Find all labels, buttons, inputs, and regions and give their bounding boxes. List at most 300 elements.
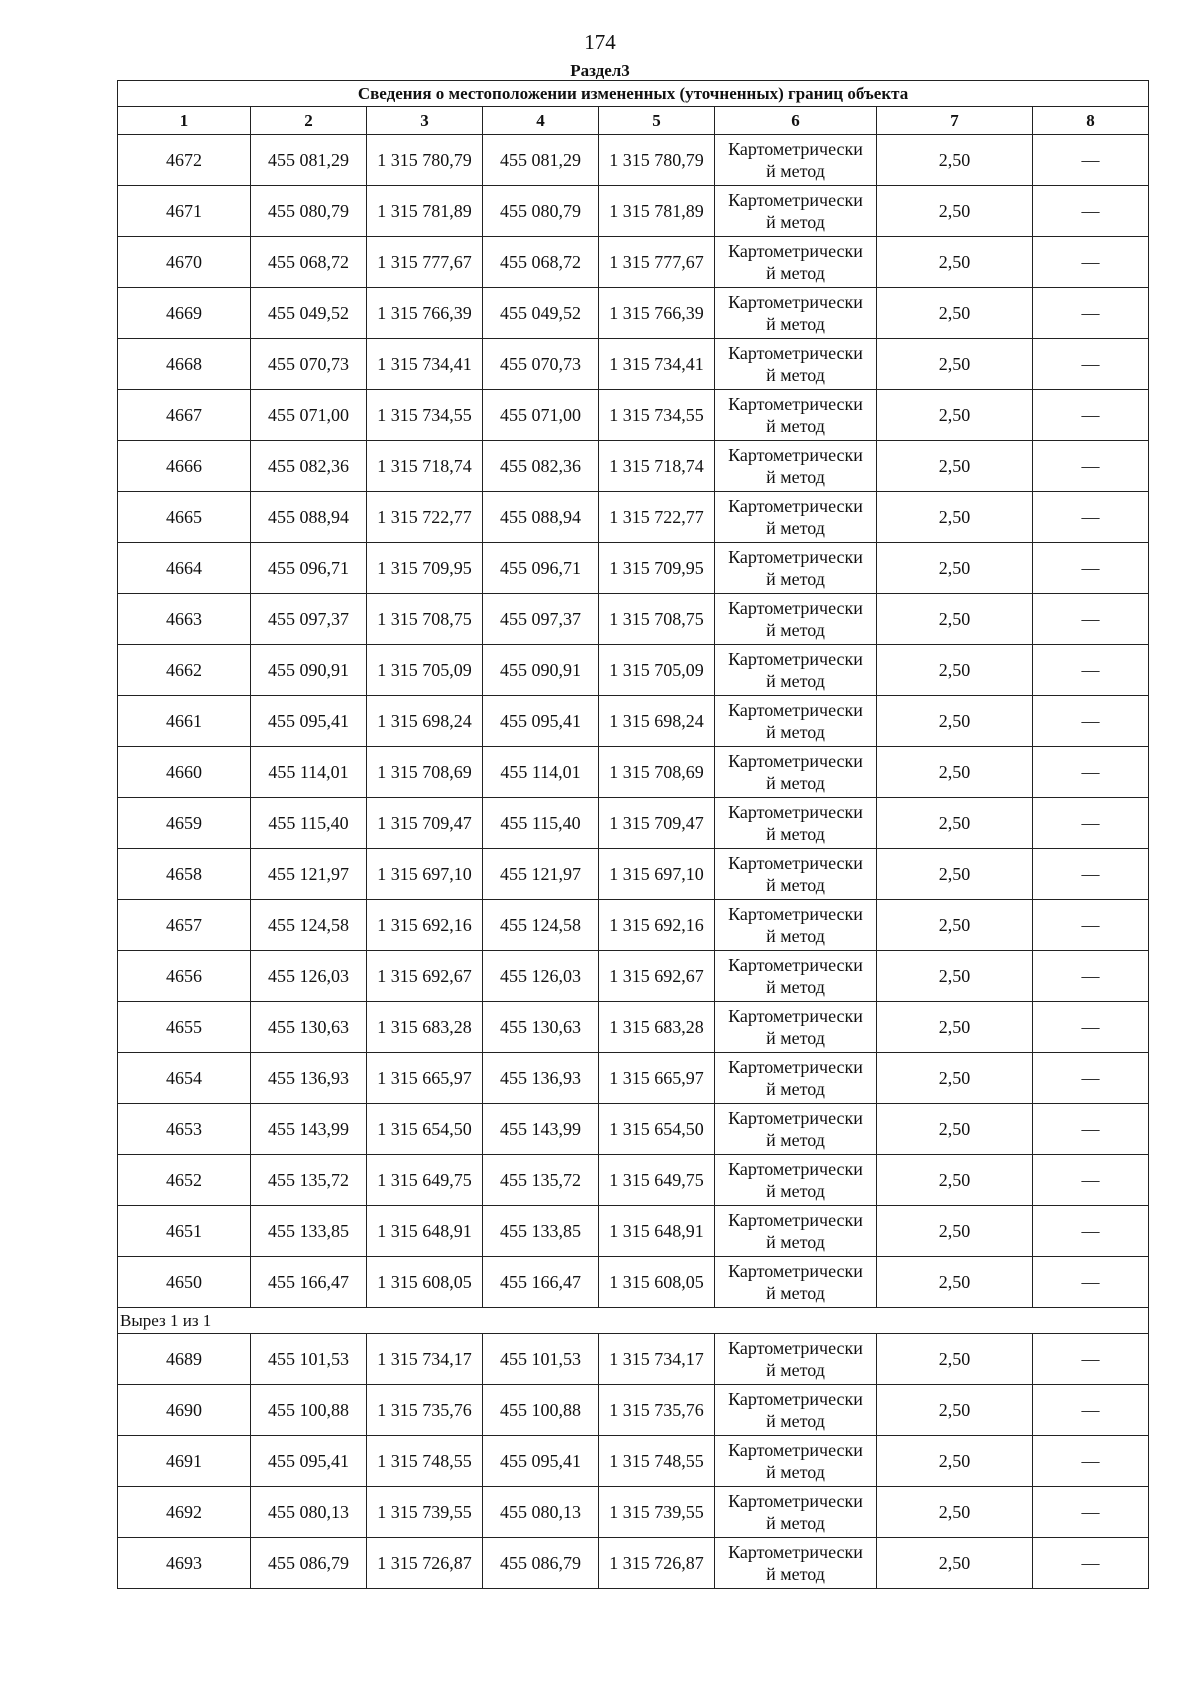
x-coordinate-new-cell: 455 086,79	[483, 1538, 599, 1589]
method-text-line1: Картометрически	[728, 955, 863, 975]
description-cell: —	[1033, 747, 1149, 798]
table-caption: Сведения о местоположении измененных (уточненных) границ объекта	[118, 81, 1149, 107]
method-text-line2: й метод	[766, 416, 825, 436]
x-coordinate-new-cell: 455 114,01	[483, 747, 599, 798]
table-row	[118, 849, 1149, 900]
method-cell	[715, 135, 877, 186]
x-coordinate-cell: 455 121,97	[251, 849, 367, 900]
method-text-line1: Картометрически	[728, 343, 863, 363]
y-coordinate-new-cell: 1 315 697,10	[599, 849, 715, 900]
x-coordinate-new-cell: 455 071,00	[483, 390, 599, 441]
point-number-cell: 4650	[118, 1257, 251, 1308]
y-coordinate-new-cell: 1 315 648,91	[599, 1206, 715, 1257]
method-text-line1: Картометрически	[728, 1057, 863, 1077]
table-row	[118, 288, 1149, 339]
y-coordinate-cell: 1 315 748,55	[367, 1436, 483, 1487]
x-coordinate-new-cell: 455 126,03	[483, 951, 599, 1002]
method-text-line2: й метод	[766, 977, 825, 997]
method-text-line2: й метод	[766, 1564, 825, 1584]
method-text-line1: Картометрически	[728, 751, 863, 771]
y-coordinate-cell: 1 315 781,89	[367, 186, 483, 237]
method-text-line1: Картометрически	[728, 1440, 863, 1460]
method-cell	[715, 1002, 877, 1053]
precision-cell: 2,50	[877, 594, 1033, 645]
table-row	[118, 1538, 1149, 1589]
point-number-cell: 4691	[118, 1436, 251, 1487]
column-header: 7	[877, 107, 1033, 135]
y-coordinate-new-cell: 1 315 735,76	[599, 1385, 715, 1436]
column-header: 3	[367, 107, 483, 135]
table-row	[118, 186, 1149, 237]
method-text-line1: Картометрически	[728, 445, 863, 465]
x-coordinate-new-cell: 455 166,47	[483, 1257, 599, 1308]
x-coordinate-cell: 455 086,79	[251, 1538, 367, 1589]
method-cell	[715, 1257, 877, 1308]
x-coordinate-new-cell: 455 095,41	[483, 696, 599, 747]
y-coordinate-cell: 1 315 734,17	[367, 1334, 483, 1385]
method-text-line2: й метод	[766, 620, 825, 640]
table-row	[118, 1155, 1149, 1206]
method-cell	[715, 237, 877, 288]
method-cell	[715, 951, 877, 1002]
description-cell: —	[1033, 1385, 1149, 1436]
point-number-cell: 4665	[118, 492, 251, 543]
description-cell: —	[1033, 186, 1149, 237]
method-text-line1: Картометрически	[728, 1159, 863, 1179]
x-coordinate-new-cell: 455 090,91	[483, 645, 599, 696]
method-text-line1: Картометрически	[728, 394, 863, 414]
y-coordinate-cell: 1 315 709,47	[367, 798, 483, 849]
method-cell	[715, 288, 877, 339]
section-label-row	[118, 1308, 1149, 1334]
x-coordinate-new-cell: 455 097,37	[483, 594, 599, 645]
point-number-cell: 4660	[118, 747, 251, 798]
precision-cell: 2,50	[877, 543, 1033, 594]
column-header: 4	[483, 107, 599, 135]
y-coordinate-cell: 1 315 709,95	[367, 543, 483, 594]
description-cell: —	[1033, 135, 1149, 186]
method-text-line1: Картометрически	[728, 802, 863, 822]
precision-cell: 2,50	[877, 747, 1033, 798]
y-coordinate-new-cell: 1 315 709,95	[599, 543, 715, 594]
point-number-cell: 4667	[118, 390, 251, 441]
method-cell	[715, 594, 877, 645]
table-row	[118, 900, 1149, 951]
precision-cell: 2,50	[877, 339, 1033, 390]
y-coordinate-new-cell: 1 315 683,28	[599, 1002, 715, 1053]
y-coordinate-new-cell: 1 315 781,89	[599, 186, 715, 237]
method-cell	[715, 339, 877, 390]
method-text-line1: Картометрически	[728, 853, 863, 873]
y-coordinate-new-cell: 1 315 739,55	[599, 1487, 715, 1538]
description-cell: —	[1033, 696, 1149, 747]
column-header: 8	[1033, 107, 1149, 135]
method-text-line2: й метод	[766, 1513, 825, 1533]
method-cell	[715, 1053, 877, 1104]
description-cell: —	[1033, 594, 1149, 645]
y-coordinate-cell: 1 315 735,76	[367, 1385, 483, 1436]
precision-cell: 2,50	[877, 1436, 1033, 1487]
table-row	[118, 1385, 1149, 1436]
y-coordinate-new-cell: 1 315 665,97	[599, 1053, 715, 1104]
y-coordinate-cell: 1 315 654,50	[367, 1104, 483, 1155]
description-cell: —	[1033, 1538, 1149, 1589]
point-number-cell: 4656	[118, 951, 251, 1002]
x-coordinate-cell: 455 049,52	[251, 288, 367, 339]
method-text-line2: й метод	[766, 212, 825, 232]
y-coordinate-new-cell: 1 315 734,41	[599, 339, 715, 390]
precision-cell: 2,50	[877, 441, 1033, 492]
x-coordinate-new-cell: 455 080,13	[483, 1487, 599, 1538]
method-text-line1: Картометрически	[728, 1261, 863, 1281]
precision-cell: 2,50	[877, 1002, 1033, 1053]
point-number-cell: 4658	[118, 849, 251, 900]
precision-cell: 2,50	[877, 1487, 1033, 1538]
y-coordinate-new-cell: 1 315 722,77	[599, 492, 715, 543]
y-coordinate-cell: 1 315 698,24	[367, 696, 483, 747]
y-coordinate-cell: 1 315 726,87	[367, 1538, 483, 1589]
table-row	[118, 237, 1149, 288]
precision-cell: 2,50	[877, 1053, 1033, 1104]
y-coordinate-new-cell: 1 315 698,24	[599, 696, 715, 747]
description-cell: —	[1033, 1053, 1149, 1104]
y-coordinate-cell: 1 315 780,79	[367, 135, 483, 186]
precision-cell: 2,50	[877, 798, 1033, 849]
y-coordinate-cell: 1 315 692,67	[367, 951, 483, 1002]
method-cell	[715, 390, 877, 441]
method-cell	[715, 900, 877, 951]
method-text-line2: й метод	[766, 1079, 825, 1099]
method-cell	[715, 492, 877, 543]
column-header-row	[118, 107, 1149, 135]
method-text-line1: Картометрически	[728, 700, 863, 720]
x-coordinate-new-cell: 455 088,94	[483, 492, 599, 543]
x-coordinate-cell: 455 133,85	[251, 1206, 367, 1257]
precision-cell: 2,50	[877, 135, 1033, 186]
table-row	[118, 798, 1149, 849]
section-title: Раздел3	[570, 61, 630, 80]
method-cell	[715, 186, 877, 237]
y-coordinate-new-cell: 1 315 709,47	[599, 798, 715, 849]
x-coordinate-cell: 455 070,73	[251, 339, 367, 390]
x-coordinate-new-cell: 455 070,73	[483, 339, 599, 390]
method-text-line1: Картометрически	[728, 190, 863, 210]
description-cell: —	[1033, 645, 1149, 696]
method-text-line1: Картометрически	[728, 1006, 863, 1026]
method-cell	[715, 543, 877, 594]
x-coordinate-cell: 455 130,63	[251, 1002, 367, 1053]
method-text-line2: й метод	[766, 773, 825, 793]
method-text-line2: й метод	[766, 1411, 825, 1431]
precision-cell: 2,50	[877, 1334, 1033, 1385]
method-text-line1: Картометрически	[728, 598, 863, 618]
method-text-line2: й метод	[766, 1028, 825, 1048]
x-coordinate-cell: 455 100,88	[251, 1385, 367, 1436]
method-text-line2: й метод	[766, 875, 825, 895]
point-number-cell: 4651	[118, 1206, 251, 1257]
method-text-line2: й метод	[766, 263, 825, 283]
table-row	[118, 1334, 1149, 1385]
method-text-line2: й метод	[766, 161, 825, 181]
precision-cell: 2,50	[877, 492, 1033, 543]
method-text-line2: й метод	[766, 1232, 825, 1252]
method-cell	[715, 747, 877, 798]
y-coordinate-cell: 1 315 722,77	[367, 492, 483, 543]
precision-cell: 2,50	[877, 645, 1033, 696]
precision-cell: 2,50	[877, 1155, 1033, 1206]
point-number-cell: 4657	[118, 900, 251, 951]
method-text-line1: Картометрически	[728, 1338, 863, 1358]
table-row	[118, 1487, 1149, 1538]
y-coordinate-new-cell: 1 315 718,74	[599, 441, 715, 492]
point-number-cell: 4668	[118, 339, 251, 390]
x-coordinate-cell: 455 143,99	[251, 1104, 367, 1155]
x-coordinate-cell: 455 095,41	[251, 1436, 367, 1487]
column-header: 6	[715, 107, 877, 135]
method-text-line2: й метод	[766, 467, 825, 487]
precision-cell: 2,50	[877, 288, 1033, 339]
x-coordinate-new-cell: 455 130,63	[483, 1002, 599, 1053]
point-number-cell: 4661	[118, 696, 251, 747]
table-row	[118, 594, 1149, 645]
y-coordinate-cell: 1 315 777,67	[367, 237, 483, 288]
column-header: 2	[251, 107, 367, 135]
precision-cell: 2,50	[877, 951, 1033, 1002]
x-coordinate-new-cell: 455 080,79	[483, 186, 599, 237]
method-text-line2: й метод	[766, 926, 825, 946]
method-cell	[715, 696, 877, 747]
x-coordinate-new-cell: 455 115,40	[483, 798, 599, 849]
table-body	[118, 135, 1149, 1589]
y-coordinate-cell: 1 315 683,28	[367, 1002, 483, 1053]
method-text-line2: й метод	[766, 1283, 825, 1303]
precision-cell: 2,50	[877, 849, 1033, 900]
precision-cell: 2,50	[877, 1257, 1033, 1308]
x-coordinate-cell: 455 080,79	[251, 186, 367, 237]
table-row	[118, 645, 1149, 696]
method-text-line2: й метод	[766, 671, 825, 691]
description-cell: —	[1033, 1104, 1149, 1155]
point-number-cell: 4653	[118, 1104, 251, 1155]
x-coordinate-cell: 455 097,37	[251, 594, 367, 645]
x-coordinate-cell: 455 082,36	[251, 441, 367, 492]
method-text-line2: й метод	[766, 1130, 825, 1150]
x-coordinate-cell: 455 081,29	[251, 135, 367, 186]
precision-cell: 2,50	[877, 237, 1033, 288]
y-coordinate-new-cell: 1 315 708,75	[599, 594, 715, 645]
point-number-cell: 4690	[118, 1385, 251, 1436]
point-number-cell: 4664	[118, 543, 251, 594]
x-coordinate-cell: 455 136,93	[251, 1053, 367, 1104]
x-coordinate-cell: 455 068,72	[251, 237, 367, 288]
method-text-line1: Картометрически	[728, 1108, 863, 1128]
description-cell: —	[1033, 1436, 1149, 1487]
method-cell	[715, 1487, 877, 1538]
boundary-coordinates-table	[117, 80, 1149, 1589]
point-number-cell: 4693	[118, 1538, 251, 1589]
description-cell: —	[1033, 1487, 1149, 1538]
method-cell	[715, 1155, 877, 1206]
method-text-line2: й метод	[766, 1360, 825, 1380]
method-cell	[715, 645, 877, 696]
y-coordinate-cell: 1 315 665,97	[367, 1053, 483, 1104]
x-coordinate-cell: 455 126,03	[251, 951, 367, 1002]
point-number-cell: 4672	[118, 135, 251, 186]
table-row	[118, 441, 1149, 492]
x-coordinate-new-cell: 455 081,29	[483, 135, 599, 186]
method-text-line1: Картометрически	[728, 292, 863, 312]
description-cell: —	[1033, 1206, 1149, 1257]
y-coordinate-cell: 1 315 648,91	[367, 1206, 483, 1257]
y-coordinate-new-cell: 1 315 726,87	[599, 1538, 715, 1589]
method-text-line1: Картометрически	[728, 241, 863, 261]
method-cell	[715, 849, 877, 900]
method-text-line1: Картометрически	[728, 904, 863, 924]
precision-cell: 2,50	[877, 900, 1033, 951]
point-number-cell: 4692	[118, 1487, 251, 1538]
table-row	[118, 339, 1149, 390]
y-coordinate-cell: 1 315 718,74	[367, 441, 483, 492]
x-coordinate-new-cell: 455 101,53	[483, 1334, 599, 1385]
method-text-line1: Картометрически	[728, 649, 863, 669]
method-text-line1: Картометрически	[728, 1542, 863, 1562]
point-number-cell: 4666	[118, 441, 251, 492]
method-text-line2: й метод	[766, 722, 825, 742]
method-text-line1: Картометрически	[728, 1389, 863, 1409]
table-row	[118, 1104, 1149, 1155]
precision-cell: 2,50	[877, 696, 1033, 747]
description-cell: —	[1033, 339, 1149, 390]
y-coordinate-new-cell: 1 315 734,17	[599, 1334, 715, 1385]
point-number-cell: 4659	[118, 798, 251, 849]
method-cell	[715, 1538, 877, 1589]
method-text-line2: й метод	[766, 569, 825, 589]
method-cell	[715, 1206, 877, 1257]
y-coordinate-cell: 1 315 692,16	[367, 900, 483, 951]
y-coordinate-cell: 1 315 708,69	[367, 747, 483, 798]
x-coordinate-new-cell: 455 100,88	[483, 1385, 599, 1436]
method-text-line1: Картометрически	[728, 1210, 863, 1230]
point-number-cell: 4655	[118, 1002, 251, 1053]
table-row	[118, 747, 1149, 798]
y-coordinate-new-cell: 1 315 692,67	[599, 951, 715, 1002]
precision-cell: 2,50	[877, 1385, 1033, 1436]
y-coordinate-new-cell: 1 315 692,16	[599, 900, 715, 951]
y-coordinate-new-cell: 1 315 780,79	[599, 135, 715, 186]
y-coordinate-cell: 1 315 708,75	[367, 594, 483, 645]
y-coordinate-new-cell: 1 315 649,75	[599, 1155, 715, 1206]
x-coordinate-new-cell: 455 135,72	[483, 1155, 599, 1206]
description-cell: —	[1033, 390, 1149, 441]
x-coordinate-new-cell: 455 068,72	[483, 237, 599, 288]
y-coordinate-new-cell: 1 315 766,39	[599, 288, 715, 339]
x-coordinate-cell: 455 166,47	[251, 1257, 367, 1308]
table-row	[118, 1002, 1149, 1053]
y-coordinate-cell: 1 315 697,10	[367, 849, 483, 900]
x-coordinate-cell: 455 115,40	[251, 798, 367, 849]
method-cell	[715, 798, 877, 849]
y-coordinate-cell: 1 315 705,09	[367, 645, 483, 696]
y-coordinate-cell: 1 315 766,39	[367, 288, 483, 339]
x-coordinate-new-cell: 455 095,41	[483, 1436, 599, 1487]
method-text-line2: й метод	[766, 1181, 825, 1201]
y-coordinate-new-cell: 1 315 654,50	[599, 1104, 715, 1155]
x-coordinate-new-cell: 455 124,58	[483, 900, 599, 951]
description-cell: —	[1033, 288, 1149, 339]
x-coordinate-cell: 455 114,01	[251, 747, 367, 798]
description-cell: —	[1033, 1257, 1149, 1308]
method-text-line1: Картометрически	[728, 496, 863, 516]
x-coordinate-cell: 455 101,53	[251, 1334, 367, 1385]
method-text-line2: й метод	[766, 365, 825, 385]
table-row	[118, 492, 1149, 543]
point-number-cell: 4670	[118, 237, 251, 288]
x-coordinate-new-cell: 455 143,99	[483, 1104, 599, 1155]
section-label: Вырез 1 из 1	[118, 1308, 1149, 1334]
description-cell: —	[1033, 798, 1149, 849]
point-number-cell: 4662	[118, 645, 251, 696]
x-coordinate-new-cell: 455 136,93	[483, 1053, 599, 1104]
precision-cell: 2,50	[877, 1206, 1033, 1257]
point-number-cell: 4671	[118, 186, 251, 237]
method-cell	[715, 1436, 877, 1487]
method-text-line1: Картометрически	[728, 139, 863, 159]
x-coordinate-new-cell: 455 096,71	[483, 543, 599, 594]
x-coordinate-cell: 455 095,41	[251, 696, 367, 747]
y-coordinate-new-cell: 1 315 705,09	[599, 645, 715, 696]
y-coordinate-new-cell: 1 315 734,55	[599, 390, 715, 441]
x-coordinate-cell: 455 124,58	[251, 900, 367, 951]
table-row	[118, 1436, 1149, 1487]
point-number-cell: 4652	[118, 1155, 251, 1206]
table-row	[118, 1053, 1149, 1104]
y-coordinate-cell: 1 315 649,75	[367, 1155, 483, 1206]
table-row	[118, 543, 1149, 594]
x-coordinate-new-cell: 455 049,52	[483, 288, 599, 339]
description-cell: —	[1033, 237, 1149, 288]
method-cell	[715, 1104, 877, 1155]
description-cell: —	[1033, 492, 1149, 543]
y-coordinate-new-cell: 1 315 748,55	[599, 1436, 715, 1487]
method-cell	[715, 441, 877, 492]
table-row	[118, 696, 1149, 747]
description-cell: —	[1033, 543, 1149, 594]
description-cell: —	[1033, 441, 1149, 492]
column-header: 5	[599, 107, 715, 135]
table-row	[118, 951, 1149, 1002]
y-coordinate-cell: 1 315 739,55	[367, 1487, 483, 1538]
page-number: 174	[584, 30, 616, 54]
precision-cell: 2,50	[877, 1104, 1033, 1155]
method-cell	[715, 1334, 877, 1385]
description-cell: —	[1033, 1334, 1149, 1385]
x-coordinate-cell: 455 090,91	[251, 645, 367, 696]
description-cell: —	[1033, 1155, 1149, 1206]
x-coordinate-cell: 455 135,72	[251, 1155, 367, 1206]
y-coordinate-new-cell: 1 315 777,67	[599, 237, 715, 288]
point-number-cell: 4669	[118, 288, 251, 339]
method-text-line1: Картометрически	[728, 1491, 863, 1511]
x-coordinate-cell: 455 096,71	[251, 543, 367, 594]
y-coordinate-cell: 1 315 734,55	[367, 390, 483, 441]
column-header: 1	[118, 107, 251, 135]
table-row	[118, 390, 1149, 441]
table-row	[118, 135, 1149, 186]
x-coordinate-cell: 455 088,94	[251, 492, 367, 543]
table-row	[118, 1257, 1149, 1308]
precision-cell: 2,50	[877, 186, 1033, 237]
description-cell: —	[1033, 1002, 1149, 1053]
